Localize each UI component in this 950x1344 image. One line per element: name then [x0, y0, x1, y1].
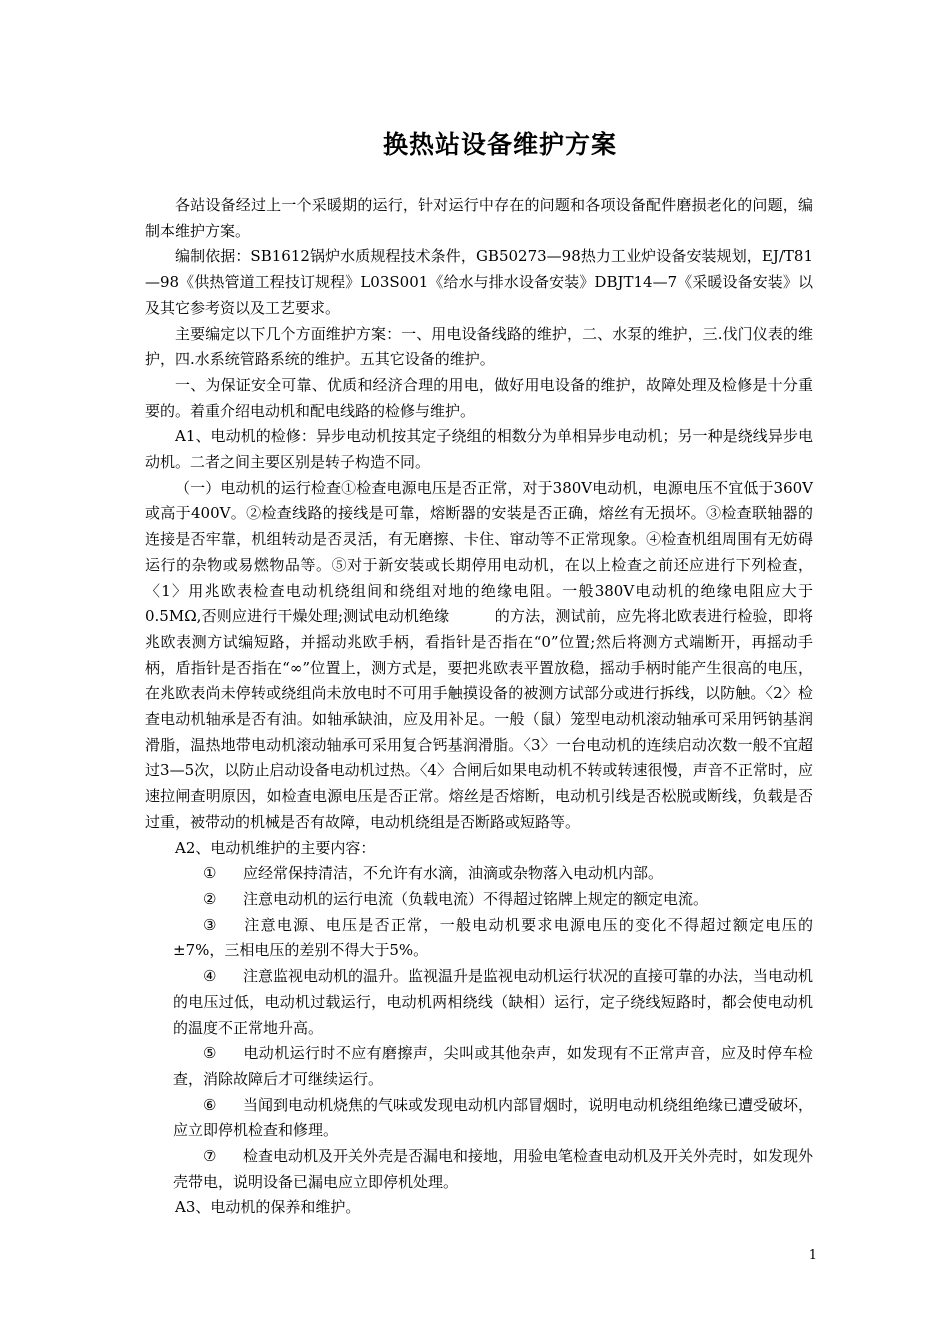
paragraph-section-one: 一、为保证安全可靠、优质和经济合理的用电，做好用电设备的维护，故障处理及检修是十分重要的。着重介绍电动机和配电线路的检修与维护。: [145, 375, 813, 420]
list-item-text: 注意电动机的运行电流（负载电流）不得超过铭牌上规定的额定电流。: [243, 889, 709, 908]
document-body: [145, 193, 813, 1221]
list-item-number: ⑦: [203, 1147, 217, 1166]
paragraph-intro: 各站设备经过上一个采暖期的运行，针对运行中存在的问题和各项设备配件磨损老化的问题，编制本维护方案。: [145, 196, 813, 240]
list-item-number: ⑤: [203, 1044, 217, 1063]
list-item-number: ⑥: [203, 1095, 217, 1114]
list-item-number: ①: [203, 864, 217, 883]
list-item-text: 应经常保持清洁，不允许有水滴，油滴或杂物落入电动机内部。: [243, 864, 664, 883]
list-item-text: 注意监视电动机的温升。监视温升是监视电动机运行状况的直接可靠的办法，当电动机的电压过低，电动机过载运行，电动机两相绕线（缺相）运行，定子绕线短路时，都会使电动机的温度不正常地升高。: [173, 967, 814, 1037]
page-number: 1: [808, 1248, 817, 1263]
paragraph-basis: 编制依据：SB1612锅炉水质规程技术条件，GB50273—98热力工业炉设备安装规划，EJ/T81—98《供热管道工程技订规程》L03S001《给水与排水设备安装》DBJT14—7《采暖设备安装》以及其它参考资以及工艺要求。: [145, 247, 813, 317]
list-item: [145, 913, 813, 964]
paragraph-a2-heading: A2、电动机维护的主要内容：: [175, 838, 376, 857]
list-item: [145, 1041, 813, 1092]
list-item: [145, 1144, 813, 1195]
list-item-text: 电动机运行时不应有磨擦声，尖叫或其他杂声，如发现有不正常声音，应及时停车检查，消除故障后才可继续运行。: [173, 1044, 813, 1088]
list-item-text: 注意电源、电压是否正常，一般电动机要求电源电压的变化不得超过额定电压的±7%，三相电压的差别不得大于5%。: [173, 915, 813, 960]
paragraph-operation-check: （一）电动机的运行检查①检查电源电压是否正常，对于380V电动机，电源电压不宜低于360V或高于400V。②检查线路的接线是可靠，熔断器的安装是否正确，熔丝有无损坏。③检查联轴器的连接是否牢靠，机组转动是否灵活，有无磨擦、卡住、窜动等不正常现象。④检查机组周围有无妨碍运行的杂物或易燃物品等。⑤对于新安装或长期停用电动机，在以上检查之前还应进行下列检查，〈1〉用兆欧表检查电动机绕组间和绕组对地的绝缘电阻。一般380V电动机的绝缘电阻应大于0.5MΩ,否则应进行干燥处理;测试电动机绝缘 的方法，测试前，应先将北欧表进行检验，即将兆欧表测方试编短路，并摇动兆欧手柄，看指针是否指在“0”位置;然后将测方式端断开，再摇动手柄，盾指针是否指在“∞”位置上，测方式是，要把兆欧表平置放稳，摇动手柄时能产生很高的电压，在兆欧表尚未停转或绕组尚未放电时不可用手触摸设备的被测方试部分或进行拆线，以防触。〈2〉检查电动机轴承是否有油。如轴承缺油，应及用补足。一般（鼠）笼型电动机滚动轴承可采用钙钠基润滑脂，温热地带电动机滚动轴承可采用复合钙基润滑脂。〈3〉一台电动机的连续启动次数一般不宜超过3—5次，以防止启动设备电动机过热。〈4〉合闸后如果电动机不转或转速很慢，声音不正常时，应速拉闸查明原因，如检查电源电压是否正常。熔丝是否熔断，电动机引线是否松脱或断线，负载是否过重，被带动的机械是否有故障，电动机绕组是否断路或短路等。: [145, 478, 813, 831]
list-item: [145, 861, 813, 887]
list-item-text: 检查电动机及开关外壳是否漏电和接地，用验电笔检查电动机及开关外壳时，如发现外壳带电，说明设备已漏电应立即停机处理。: [173, 1147, 814, 1191]
list-item-number: ④: [203, 967, 217, 986]
list-item: [145, 964, 813, 1041]
list-item-number: ②: [203, 889, 217, 908]
paragraph-a3-heading: A3、电动机的保养和维护。: [175, 1198, 361, 1217]
list-item: [145, 887, 813, 913]
list-item-number: ③: [203, 915, 217, 934]
paragraph-a1: A1、电动机的检修：异步电动机按其定子绕组的相数分为单相异步电动机；另一种是绕线异步电动机。二者之间主要区别是转子构造不同。: [145, 427, 813, 472]
list-item: [145, 1093, 813, 1144]
paragraph-scope: 主要编定以下几个方面维护方案：一、用电设备线路的维护，二、水泵的维护，三.伐门仪表的维护，四.水系统管路系统的维护。五其它设备的维护。: [145, 324, 813, 369]
list-item-text: 当闻到电动机烧焦的气味或发现电动机内部冒烟时，说明电动机绕组绝缘已遭受破坏，应立即停机检查和修理。: [173, 1095, 814, 1140]
document-title: 换热站设备维护方案: [382, 130, 617, 159]
